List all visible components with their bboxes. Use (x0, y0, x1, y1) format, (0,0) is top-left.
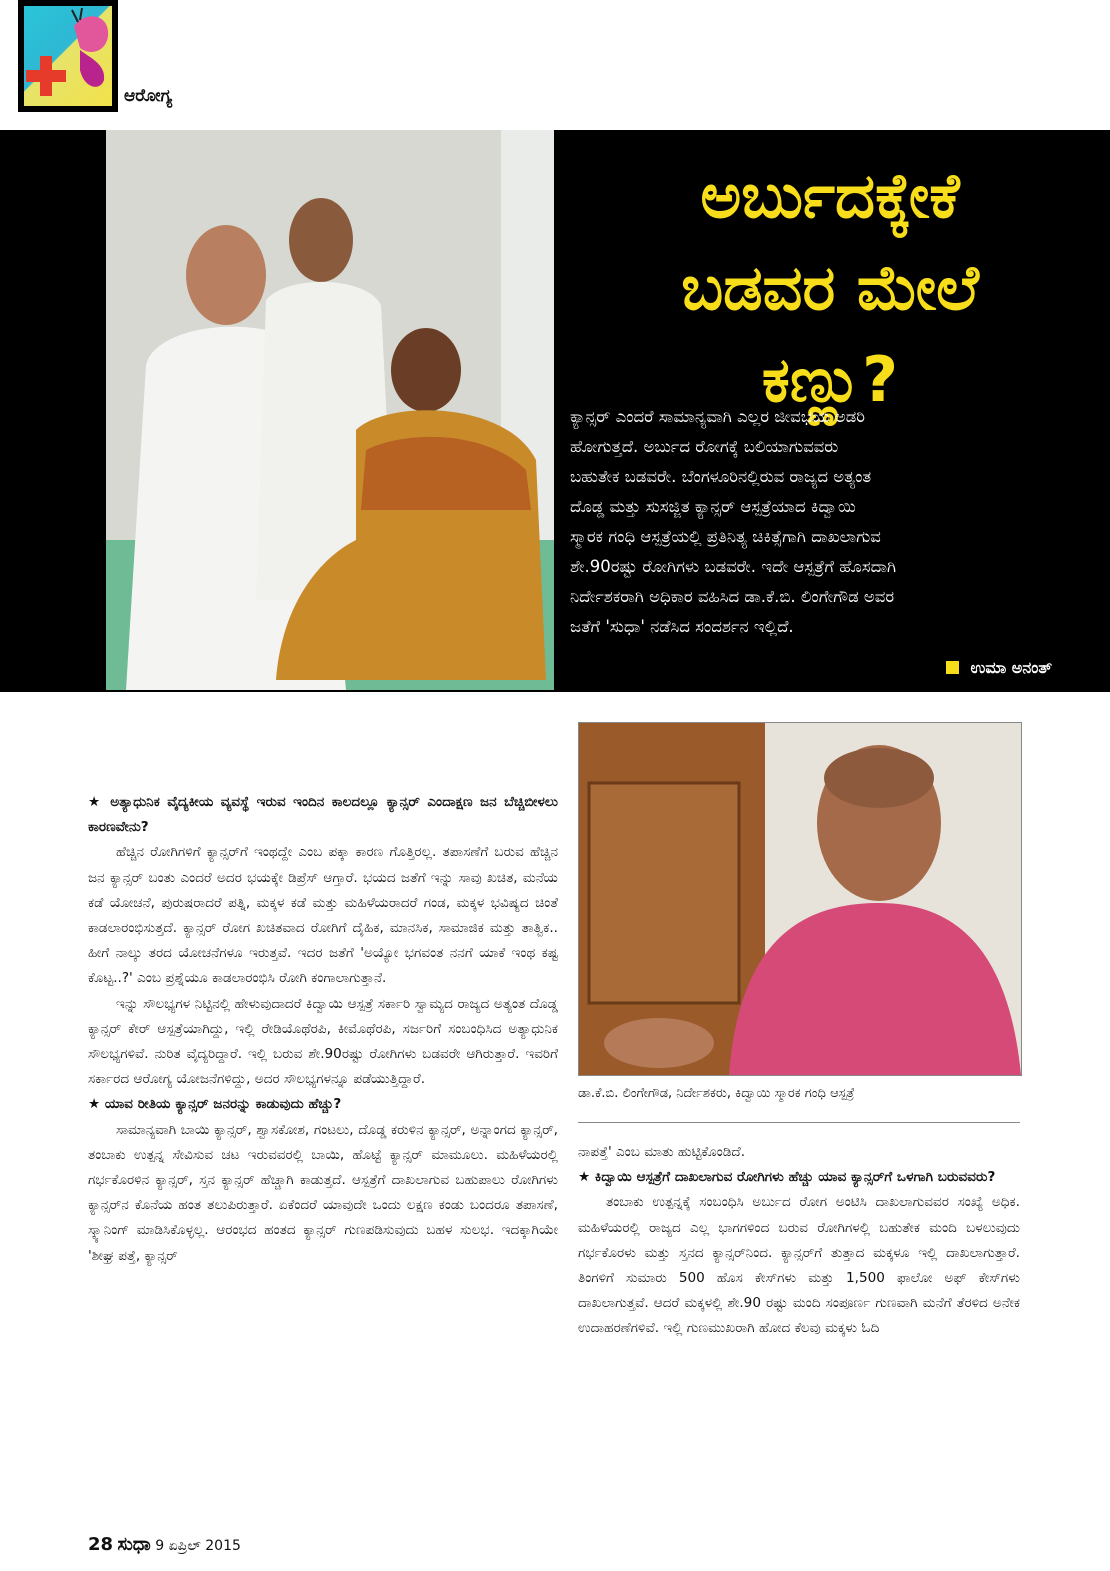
director-portrait-photo (578, 722, 1022, 1076)
page-number: 28 (88, 1534, 114, 1555)
article-column-2 (578, 1140, 1020, 1342)
answer-paragraph: ಇನ್ನು ಸೌಲಭ್ಯಗಳ ನಿಟ್ಟಿನಲ್ಲಿ ಹೇಳುವುದಾದರೆ ಕಿದ್ವಾಯಿ ಆಸ್ಪತ್ರೆ ಸರ್ಕಾರಿ ಸ್ವಾಮ್ಯದ ರಾಜ್ಯದ ಅತ್ಯಂತ ದೊಡ್ಡ ಕ್ಯಾನ್ಸರ್ ಕೇರ್ ಆಸ್ಪತ್ರೆಯಾಗಿದ್ದು, ಇಲ್ಲಿ ರೇಡಿಯೊಥೆರಪಿ, ಕೀಮೊಥೆರಪಿ, ಸರ್ಜರಿಗೆ ಸಂಬಂಧಿಸಿದ ಅತ್ಯಾಧುನಿಕ ಸೌಲಭ್ಯಗಳಿವೆ. ನುರಿತ ವೈದ್ಯರಿದ್ದಾರೆ. ಇಲ್ಲಿ ಬರುವ ಶೇ.90ರಷ್ಟು ರೋಗಿಗಳು ಬಡವರೇ ಆಗಿರುತ್ತಾರೆ. ಇವರಿಗೆ ಸರ್ಕಾರದ ಆರೋಗ್ಯ ಯೋಜನೆಗಳಿದ್ದು, ಅದರ ಸೌಲಭ್ಯಗಳನ್ನೂ ಪಡೆಯುತ್ತಿದ್ದಾರೆ. (88, 995, 558, 1088)
page-folio (88, 1534, 241, 1555)
health-logo-art (24, 6, 112, 106)
question: ★ ಯಾವ ರೀತಿಯ ಕ್ಯಾನ್ಸರ್ ಜನರನ್ನು ಕಾಡುವುದು ಹೆಚ್ಚು? (88, 1096, 342, 1113)
answer-paragraph: ಹೆಚ್ಚಿನ ರೋಗಿಗಳಿಗೆ ಕ್ಯಾನ್ಸರ್‌ಗೆ ಇಂಥದ್ದೇ ಎಂಬ ಪಕ್ಕಾ ಕಾರಣ ಗೊತ್ತಿರಲ್ಲ. ತಪಾಸಣೆಗೆ ಬರುವ ಹೆಚ್ಚಿನ ಜನ ಕ್ಯಾನ್ಸರ್ ಬಂತು ಎಂದರೆ ಅದರ ಭಯಕ್ಕೇ ಡಿಪ್ರೆಸ್ ಆಗ್ತಾರೆ. ಭಯದ ಜತೆಗೆ ಇನ್ನು ಸಾವು ಖಚಿತ, ಮನೆಯ ಕಡೆ ಯೋಚನೆ, ಪುರುಷರಾದರೆ ಪತ್ನಿ, ಮಕ್ಕಳ ಕಡೆ ಮತ್ತು ಮಹಿಳೆಯರಾದರೆ ಗಂಡ, ಮಕ್ಕಳ ಭವಿಷ್ಯದ ಚಿಂತೆ ಕಾಡಲಾರಂಭಿಸುತ್ತದೆ. ಕ್ಯಾನ್ಸರ್ ರೋಗ ಖಚಿತವಾದ ರೋಗಿಗೆ ದೈಹಿಕ, ಮಾನಸಿಕ, ಸಾಮಾಜಿಕ ಮತ್ತು ತಾತ್ವಿಕ.. ಹೀಗೆ ನಾಲ್ಕು ತರದ ಯೋಚನೆಗಳೂ ಇರುತ್ತವೆ. ಇದರ ಜತೆಗೆ 'ಅಯ್ಯೋ ಭಗವಂತ ನನಗೆ ಯಾಕೆ ಇಂಥ ಕಷ್ಟ ಕೊಟ್ಟ..?' ಎಂಬ ಪ್ರಶ್ನೆಯೂ ಕಾಡಲಾರಂಭಿಸಿ ರೋಗಿ ಕಂಗಾಲಾಗುತ್ತಾನೆ. (88, 844, 558, 987)
answer-paragraph: ತಂಬಾಕು ಉತ್ಪನ್ನಕ್ಕೆ ಸಂಬಂಧಿಸಿ ಅರ್ಬುದ ರೋಗ ಅಂಟಿಸಿ ದಾಖಲಾಗುವವರ ಸಂಖ್ಯೆ ಅಧಿಕ. ಮಹಿಳೆಯರಲ್ಲಿ ರಾಜ್ಯದ ಎಲ್ಲ ಭಾಗಗಳಿಂದ ಬರುವ ರೋಗಿಗಳಲ್ಲಿ ಬಹುತೇಕ ಮಂದಿ ಬಳಲುವುದು ಗರ್ಭಕೊರಳು ಮತ್ತು ಸ್ತನದ ಕ್ಯಾನ್ಸರ್‌ನಿಂದ. ಕ್ಯಾನ್ಸರ್‌ಗೆ ತುತ್ತಾದ ಮಕ್ಕಳೂ ಇಲ್ಲಿ ದಾಖಲಾಗುತ್ತಾರೆ. ತಿಂಗಳಿಗೆ ಸುಮಾರು 500 ಹೊಸ ಕೇಸ್‌ಗಳು ಮತ್ತು 1,500 ಫಾಲೋ ಅಫ್ ಕೇಸ್‌ಗಳು ದಾಖಲಾಗುತ್ತವೆ. ಆದರೆ ಮಕ್ಕಳಲ್ಲಿ ಶೇ.90 ರಷ್ಟು ಮಂದಿ ಸಂಪೂರ್ಣ ಗುಣವಾಗಿ ಮನೆಗೆ ತೆರಳಿದ ಅನೇಕ ಉದಾಹರಣೆಗಳಿವೆ. ಇಲ್ಲಿ ಗುಣಮುಖರಾಗಿ ಹೋದ ಕೆಲವು ಮಕ್ಕಳು ಓದಿ (578, 1194, 1020, 1337)
intro-text (570, 402, 1100, 642)
headline-line-2: ಬಡವರ ಮೇಲೆ (681, 251, 979, 324)
intro-line: ದೊಡ್ಡ ಮತ್ತು ಸುಸಜ್ಜಿತ ಕ್ಯಾನ್ಸರ್ ಆಸ್ಪತ್ರೆಯಾದ ಕಿದ್ವಾಯಿ (570, 497, 856, 516)
question: ★ ಕಿದ್ವಾಯಿ ಆಸ್ಪತ್ರೆಗೆ ದಾಖಲಾಗುವ ರೋಗಿಗಳು ಹೆಚ್ಚು ಯಾವ ಕ್ಯಾನ್ಸರ್‌ಗೆ ಒಳಗಾಗಿ ಬರುವವರು? (578, 1169, 996, 1186)
issue-date: 9 ಏಪ್ರಿಲ್ 2015 (155, 1538, 241, 1554)
article-column-1 (88, 790, 558, 1269)
intro-line: ಜತೆಗೆ 'ಸುಧಾ' ನಡೆಸಿದ ಸಂದರ್ಶನ ಇಲ್ಲಿದೆ. (570, 617, 794, 636)
caption-divider (578, 1122, 1020, 1123)
author-name: ಉಮಾ ಅನಂತ್ (970, 658, 1052, 677)
doctor-patient-photo (106, 130, 554, 690)
byline (946, 658, 1052, 678)
intro-line: ಸ್ಮಾರಕ ಗಂಧಿ ಆಸ್ಪತ್ರೆಯಲ್ಲಿ ಪ್ರತಿನಿತ್ಯ ಚಿಕಿತ್ಸೆಗಾಗಿ ದಾಖಲಾಗುವ (570, 527, 881, 546)
headline-line-1: ಅರ್ಬುದಕ್ಕೇಕೆ (700, 159, 960, 232)
magazine-name: ಸುಧಾ (117, 1534, 151, 1555)
intro-line: ಶೇ.90ರಷ್ಟು ರೋಗಿಗಳು ಬಡವರೇ. ಇದೇ ಆಸ್ಪತ್ರೆಗೆ ಹೊಸದಾಗಿ (570, 557, 897, 576)
intro-line: ಕ್ಯಾನ್ಸರ್ ಎಂದರೆ ಸಾಮಾನ್ಯವಾಗಿ ಎಲ್ಲರ ಜೀವಭಯ ಅಡರಿ (570, 407, 865, 426)
intro-line: ಬಹುತೇಕ ಬಡವರೇ. ಬೆಂಗಳೂರಿನಲ್ಲಿರುವ ರಾಜ್ಯದ ಅತ್ಯಂತ (570, 467, 872, 486)
photo-caption: ಡಾ.ಕೆ.ಬಿ. ಲಿಂಗೇಗೌಡ, ನಿರ್ದೇಶಕರು, ಕಿದ್ವಾಯಿ ಸ್ಮಾರಕ ಗಂಧಿ ಆಸ್ಪತ್ರೆ (578, 1086, 855, 1101)
question: ★ ಅತ್ಯಾಧುನಿಕ ವೈದ್ಯಕೀಯ ವ್ಯವಸ್ಥೆ ಇರುವ ಇಂದಿನ ಕಾಲದಲ್ಲೂ ಕ್ಯಾನ್ಸರ್ ಎಂದಾಕ್ಷಣ ಜನ ಬೆಚ್ಚಿಬೀಳಲು ಕಾರಣವೇನು? (88, 794, 558, 836)
section-logo (18, 0, 118, 112)
headline (560, 150, 1100, 426)
intro-line: ನಿರ್ದೇಶಕರಾಗಿ ಅಧಿಕಾರ ವಹಿಸಿದ ಡಾ.ಕೆ.ಬಿ. ಲಿಂಗೇಗೌಡ ಅವರ (570, 587, 895, 606)
section-label: ಆರೋಗ್ಯ (124, 86, 173, 106)
answer-paragraph: ಸಾಮಾನ್ಯವಾಗಿ ಬಾಯಿ ಕ್ಯಾನ್ಸರ್, ಶ್ವಾಸಕೋಶ, ಗಂಟಲು, ದೊಡ್ಡ ಕರುಳಿನ ಕ್ಯಾನ್ಸರ್, ಅನ್ನಾಂಗದ ಕ್ಯಾನ್ಸರ್, ತಂಬಾಕು ಉತ್ಪನ್ನ ಸೇವಿಸುವ ಚಟ ಇರುವವರಲ್ಲಿ ಬಾಯಿ, ಹೊಟ್ಟೆ ಕ್ಯಾನ್ಸರ್ ಮಾಮೂಲು. ಮಹಿಳೆಯರಲ್ಲಿ ಗರ್ಭಕೊರಳಿನ ಕ್ಯಾನ್ಸರ್, ಸ್ತನ ಕ್ಯಾನ್ಸರ್ ಹೆಚ್ಚಾಗಿ ಕಾಡುತ್ತದೆ. ಆಸ್ಪತ್ರೆಗೆ ದಾಖಲಾಗುವ ಬಹುಪಾಲು ರೋಗಿಗಳು ಕ್ಯಾನ್ಸರ್‌ನ ಕೊನೆಯ ಹಂತ ತಲುಪಿರುತ್ತಾರೆ. ಏಕೆಂದರೆ ಯಾವುದೇ ಒಂದು ಲಕ್ಷಣ ಕಂಡು ಬಂದರೂ ತಪಾಸಣೆ, ಸ್ಕ್ಯಾನಿಂಗ್ ಮಾಡಿಸಿಕೊಳ್ಳಲ್ಲ. ಆರಂಭದ ಹಂತದ ಕ್ಯಾನ್ಸರ್ ಗುಣಪಡಿಸುವುದು ಬಹಳ ಸುಲಭ. ಇದಕ್ಕಾಗಿಯೇ 'ಶೀಘ್ರ ಪತ್ತೆ, ಕ್ಯಾನ್ಸರ್ (88, 1121, 558, 1264)
answer-paragraph: ನಾಪತ್ತೆ' ಎಂಬ ಮಾತು ಹುಟ್ಟಿಕೊಂಡಿದೆ. (578, 1144, 746, 1160)
intro-line: ಹೋಗುತ್ತದೆ. ಅರ್ಬುದ ರೋಗಕ್ಕೆ ಬಲಿಯಾಗುವವರು (570, 437, 839, 456)
medical-cross-icon (24, 6, 112, 106)
headline-line-3: ಕಣ್ಣು? (761, 343, 899, 416)
square-bullet-icon (946, 661, 959, 674)
